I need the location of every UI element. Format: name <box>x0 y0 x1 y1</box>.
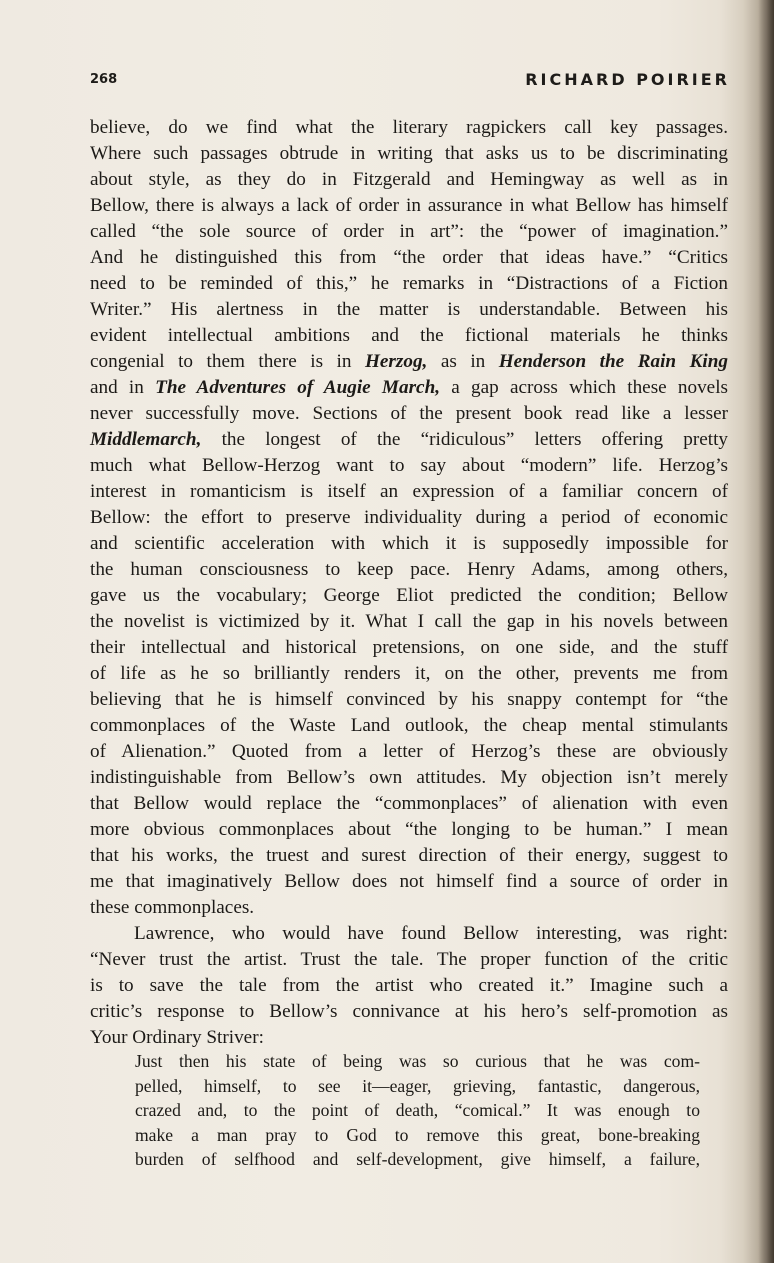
quote-line: burden of selfhood and self-development, give himself, a failure, <box>135 1149 700 1169</box>
text-line: Writer.” His alertness in the matter is understandable. Between his <box>90 299 728 320</box>
text-line: believe, do we find what the literary ragpickers call key passages. <box>90 117 728 138</box>
text-line: more obvious commonplaces about “the longing to be human.” I mean <box>90 819 728 840</box>
text-line: And he distinguished this from “the order that ideas have.” “Critics <box>90 247 728 268</box>
text-line: believing that he is himself convinced by his snappy contempt for “the <box>90 689 728 710</box>
quote-line: make a man pray to God to remove this great, bone-breaking <box>135 1124 700 1145</box>
text-line: commonplaces of the Waste Land outlook, the cheap mental stimulants <box>90 715 728 736</box>
text-line: much what Bellow-Herzog want to say about “modern” life. Herzog’s <box>90 455 728 476</box>
text-line: of Alienation.” Quoted from a letter of Herzog’s these are obviously <box>90 741 728 762</box>
text-line: and scientific acceleration with which it is supposedly impossible for <box>90 533 728 554</box>
text-line: is to save the tale from the artist who created it.” Imagine such a <box>90 975 728 996</box>
book-title-henderson: Henderson the Rain King <box>498 351 728 372</box>
text-line: of life as he so brilliantly renders it, on the other, prevents me from <box>90 663 728 684</box>
text-span: the longest of the “ridiculous” letters offering pretty <box>201 429 728 450</box>
text-line: that Bellow would replace the “commonplaces” of alienation with even <box>90 793 728 814</box>
text-line: that his works, the truest and surest direction of their energy, suggest to <box>90 845 728 866</box>
body-text <box>90 115 728 1051</box>
text-line: Bellow: the effort to preserve individuality during a period of economic <box>90 507 728 528</box>
text-line: need to be reminded of this,” he remarks in “Distractions of a Fiction <box>90 273 728 294</box>
book-title-middlemarch: Middlemarch, <box>90 429 202 450</box>
text-line: Your Ordinary Striver: <box>90 1027 264 1048</box>
text-line: gave us the vocabulary; George Eliot predicted the condition; Bellow <box>90 585 728 606</box>
page-number: 268 <box>90 72 118 87</box>
text-line: never successfully move. Sections of the present book read like a lesser <box>90 403 728 424</box>
page-header <box>90 70 730 98</box>
running-head: RICHARD POIRIER <box>525 70 730 89</box>
text-line: evident intellectual ambitions and the fictional materials he thinks <box>90 325 728 346</box>
text-line: their intellectual and historical pretensions, on one side, and the stuff <box>90 637 728 658</box>
text-span: and in <box>90 377 156 398</box>
text-line: Where such passages obtrude in writing that asks us to be discriminating <box>90 143 728 164</box>
text-line: Bellow, there is always a lack of order in assurance in what Bellow has himself <box>90 195 728 216</box>
text-line: called “the sole source of order in art”: the “power of imagination.” <box>90 221 728 242</box>
text-line: the novelist is victimized by it. What I call the gap in his novels between <box>90 611 728 632</box>
text-line: “Never trust the artist. Trust the tale. The proper function of the critic <box>90 949 728 970</box>
text-line: me that imaginatively Bellow does not himself find a source of order in <box>90 871 728 892</box>
text-line: critic’s response to Bellow’s connivance at his hero’s self-promotion as <box>90 1001 728 1022</box>
quote-line: pelled, himself, to see it—eager, grieving, fantastic, dangerous, <box>135 1075 700 1096</box>
text-span: as in <box>427 351 499 372</box>
text-line: interest in romanticism is itself an expression of a familiar concern of <box>90 481 728 502</box>
text-line <box>90 375 728 401</box>
text-line <box>90 427 728 453</box>
text-line <box>90 349 728 375</box>
text-line: indistinguishable from Bellow’s own attitudes. My objection isn’t merely <box>90 767 728 788</box>
text-line: about style, as they do in Fitzgerald and Hemingway as well as in <box>90 169 728 190</box>
quote-line: Just then his state of being was so curious that he was com- <box>135 1051 700 1071</box>
book-title-herzog: Herzog, <box>364 351 428 372</box>
book-title-augie-march: The Adventures of Augie March, <box>155 377 441 398</box>
text-line: these commonplaces. <box>90 897 255 918</box>
text-span: a gap across which these novels <box>440 377 728 398</box>
text-line: Lawrence, who would have found Bellow interesting, was right: <box>134 923 728 944</box>
quote-line: crazed and, to the point of death, “comical.” It was enough to <box>135 1100 700 1120</box>
text-line: the human consciousness to keep pace. Henry Adams, among others, <box>90 559 728 580</box>
block-quote <box>135 1049 700 1172</box>
text-span: congenial to them there is in <box>90 351 365 372</box>
page-gutter-shadow <box>758 0 774 1263</box>
